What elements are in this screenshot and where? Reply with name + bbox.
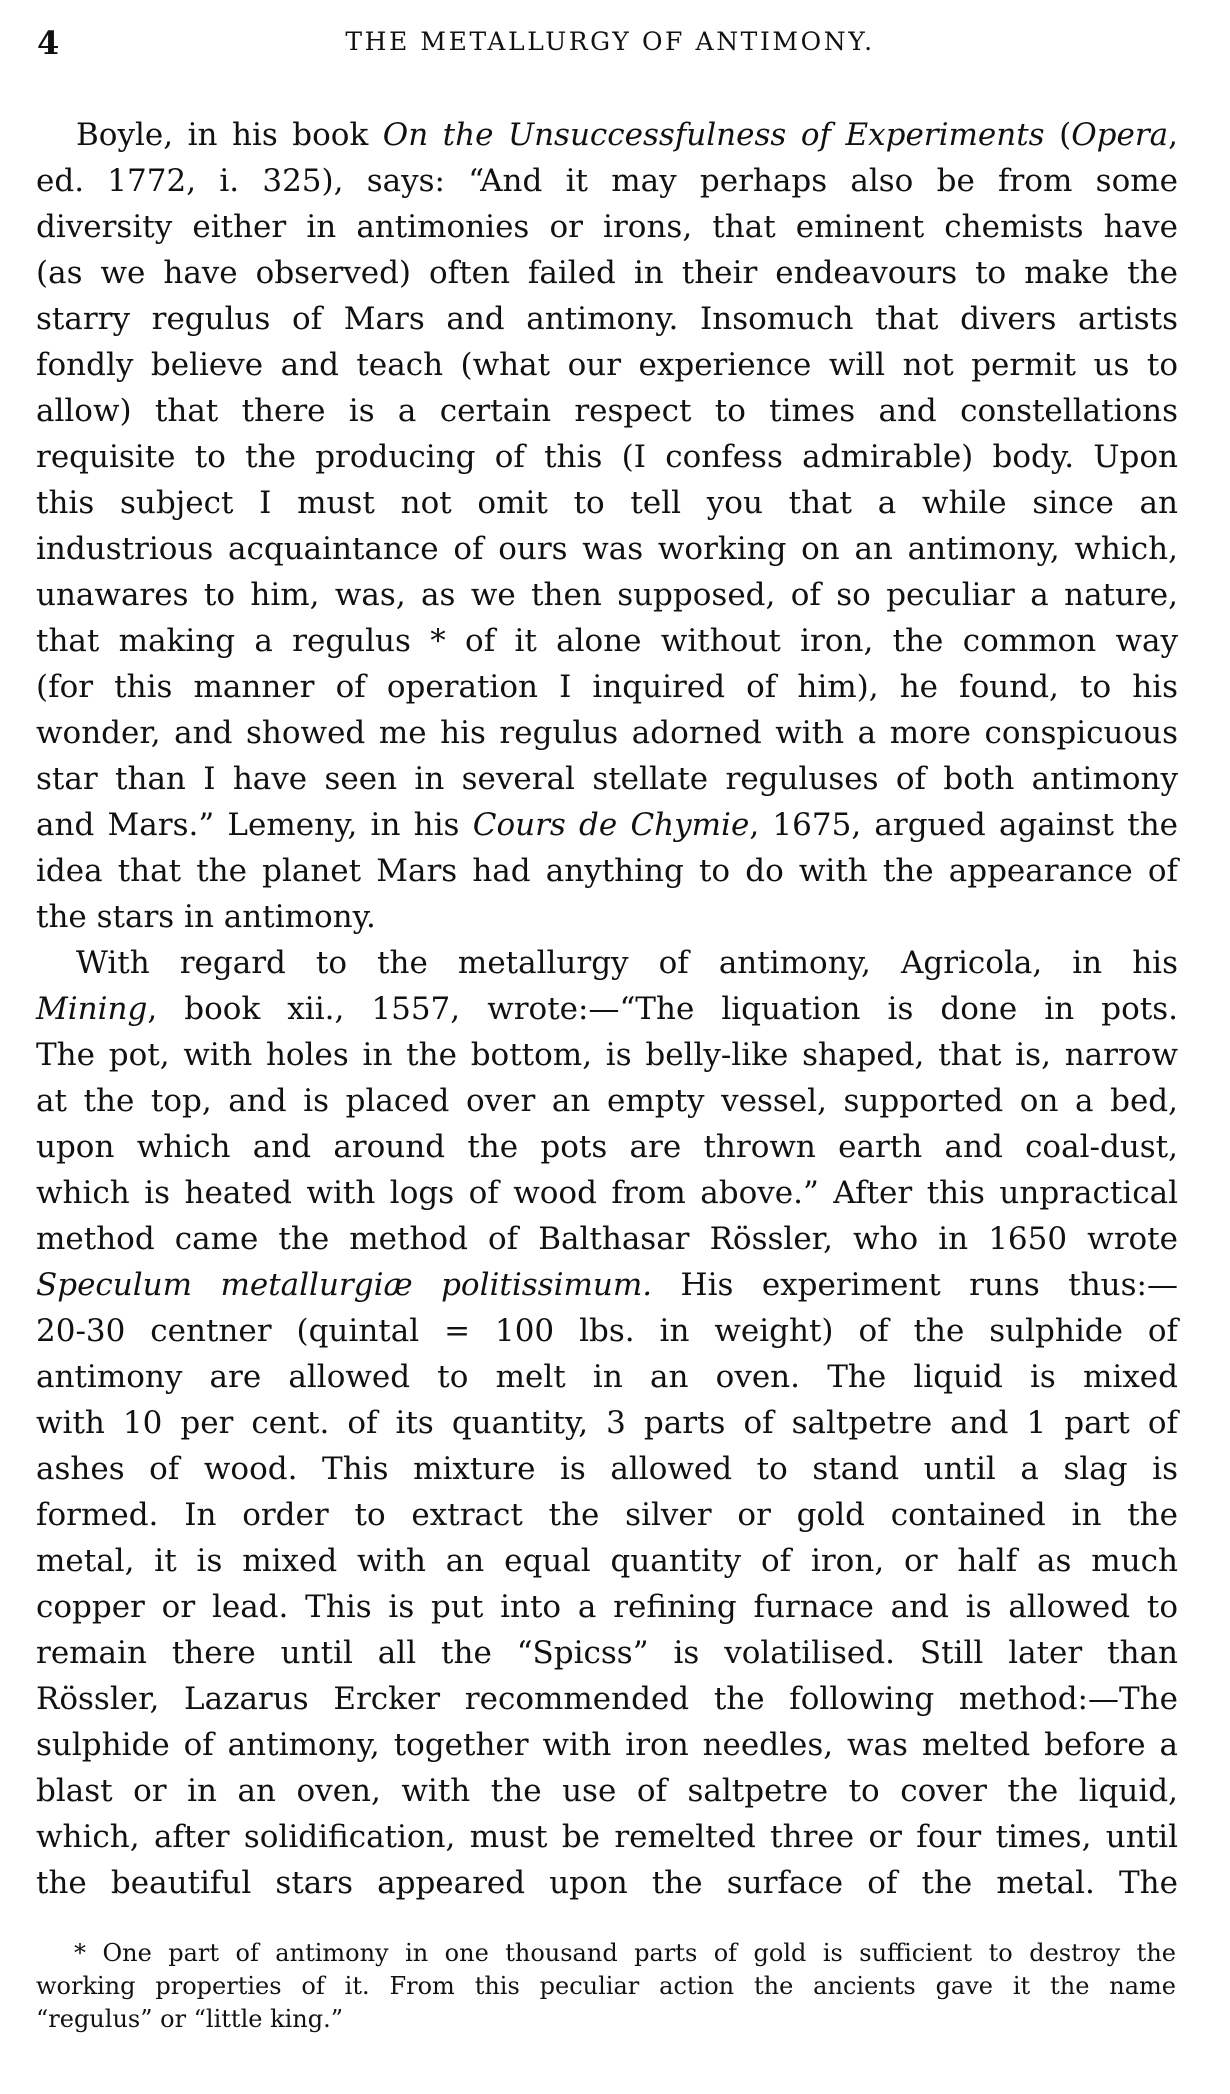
text-run: ,	[1168, 117, 1178, 153]
text-line	[36, 1676, 1178, 1722]
text-run: formed. In order to extract the silver or gold contained in the	[36, 1497, 1178, 1533]
text-line	[36, 1492, 1178, 1538]
text-line	[36, 250, 1178, 296]
text-run: that making a regulus * of it alone without iron, the common way	[36, 623, 1178, 659]
text-line	[36, 848, 1178, 894]
text-line	[36, 342, 1178, 388]
text-line	[36, 710, 1178, 756]
text-line	[36, 296, 1178, 342]
text-run: (	[1044, 117, 1072, 153]
text-line	[36, 1354, 1178, 1400]
text-line	[36, 802, 1178, 848]
running-title: THE METALLURGY OF ANTIMONY.	[345, 27, 875, 56]
text-line	[36, 480, 1178, 526]
text-line	[36, 1124, 1178, 1170]
text-line	[36, 664, 1178, 710]
footnote-line: working properties of it. From this peculiar action the ancients gave it the name	[36, 1972, 1176, 2000]
text-run: unawares to him, was, as we then supposed, of so peculiar a nature,	[36, 577, 1178, 613]
body-text	[36, 112, 1178, 1906]
text-line	[36, 1032, 1178, 1078]
page-number: 4	[37, 24, 60, 62]
text-run: metal, it is mixed with an equal quantity of iron, or half as much	[36, 1543, 1178, 1579]
text-run: (for this manner of operation I inquired of him), he found, to his	[36, 669, 1178, 705]
text-line	[36, 112, 1178, 158]
text-run: His experiment runs thus:—	[652, 1267, 1178, 1303]
text-run: 20-30 centner (quintal = 100 lbs. in weight) of the sulphide of	[36, 1313, 1178, 1349]
text-line	[36, 1400, 1178, 1446]
text-line	[36, 618, 1178, 664]
text-line	[36, 572, 1178, 618]
text-run: remain there until all the “Spicss” is volatilised. Still later than	[36, 1635, 1178, 1671]
text-run: the beautiful stars appeared upon the surface of the metal. The	[36, 1865, 1178, 1901]
text-line	[36, 1262, 1178, 1308]
italic-title: Speculum metallurgiæ politissimum.	[36, 1267, 653, 1303]
italic-title: On the Unsuccessfulness of Experiments	[382, 117, 1045, 153]
text-line	[36, 986, 1178, 1032]
text-run: sulphide of antimony, together with iron needles, was melted before a	[36, 1727, 1178, 1763]
italic-title: Opera	[1071, 117, 1169, 153]
text-line	[36, 204, 1178, 250]
footnote	[36, 1937, 1176, 2036]
text-line	[36, 1630, 1178, 1676]
text-line	[36, 1538, 1178, 1584]
text-line	[36, 940, 1178, 986]
text-run: star than I have seen in several stellate reguluses of both antimony	[36, 761, 1178, 797]
text-run: the stars in antimony.	[36, 899, 376, 935]
text-run: blast or in an oven, with the use of saltpetre to cover the liquid,	[36, 1773, 1178, 1809]
text-line	[36, 1170, 1178, 1216]
text-line	[36, 1768, 1178, 1814]
text-run: ashes of wood. This mixture is allowed to stand until a slag is	[36, 1451, 1178, 1487]
text-run: method came the method of Balthasar Rössler, who in 1650 wrote	[36, 1221, 1178, 1257]
text-run: , book xii., 1557, wrote:—“The liquation is done in pots.	[147, 991, 1178, 1027]
text-run: which is heated with logs of wood from above.” After this unpractical	[36, 1175, 1178, 1211]
text-line	[36, 1216, 1178, 1262]
text-run: and Mars.” Lemeny, in his	[36, 807, 473, 843]
text-run: at the top, and is placed over an empty vessel, supported on a bed,	[36, 1083, 1178, 1119]
text-run: idea that the planet Mars had anything to do with the appearance of	[36, 853, 1178, 889]
text-run: ed. 1772, i. 325), says: “And it may perhaps also be from some	[36, 163, 1178, 199]
text-line	[36, 1722, 1178, 1768]
footnote-line: “regulus” or “little king.”	[36, 2005, 344, 2033]
text-run: antimony are allowed to melt in an oven. The liquid is mixed	[36, 1359, 1178, 1395]
text-run: allow) that there is a certain respect to times and constellations	[36, 393, 1178, 429]
text-run: starry regulus of Mars and antimony. Insomuch that divers artists	[36, 301, 1178, 337]
text-run: industrious acquaintance of ours was working on an antimony, which,	[36, 531, 1178, 567]
text-run: which, after solidification, must be remelted three or four times, until	[36, 1819, 1178, 1855]
text-run: with 10 per cent. of its quantity, 3 parts of saltpetre and 1 part of	[36, 1405, 1178, 1441]
text-run: With regard to the metallurgy of antimony, Agricola, in his	[76, 945, 1178, 981]
text-run: fondly believe and teach (what our experience will not permit us to	[36, 347, 1178, 383]
text-line	[36, 388, 1178, 434]
text-line	[36, 1814, 1178, 1860]
text-run: Boyle, in his book	[76, 117, 383, 153]
text-run: Rössler, Lazarus Ercker recommended the following method:—The	[36, 1681, 1178, 1717]
text-run: copper or lead. This is put into a refining furnace and is allowed to	[36, 1589, 1178, 1625]
text-line	[36, 1078, 1178, 1124]
text-run: , 1675, argued against the	[749, 807, 1179, 843]
text-run: (as we have observed) often failed in their endeavours to make the	[36, 255, 1178, 291]
text-line	[36, 434, 1178, 480]
text-line	[36, 158, 1178, 204]
text-run: The pot, with holes in the bottom, is belly-like shaped, that is, narrow	[36, 1037, 1178, 1073]
text-run: upon which and around the pots are thrown earth and coal-dust,	[36, 1129, 1178, 1165]
text-run: this subject I must not omit to tell you that a while since an	[36, 485, 1178, 521]
text-line	[36, 1308, 1178, 1354]
italic-title: Cours de Chymie	[472, 807, 750, 843]
italic-title: Mining	[36, 991, 148, 1027]
text-line	[36, 1446, 1178, 1492]
text-run: requisite to the producing of this (I confess admirable) body. Upon	[36, 439, 1178, 475]
text-line	[36, 526, 1178, 572]
footnote-line: * One part of antimony in one thousand parts of gold is sufficient to destroy the	[74, 1939, 1176, 1967]
text-run: wonder, and showed me his regulus adorned with a more conspicuous	[36, 715, 1178, 751]
text-run: diversity either in antimonies or irons, that eminent chemists have	[36, 209, 1178, 245]
text-line	[36, 894, 1178, 940]
text-line	[36, 1860, 1178, 1906]
text-line	[36, 756, 1178, 802]
text-line	[36, 1584, 1178, 1630]
